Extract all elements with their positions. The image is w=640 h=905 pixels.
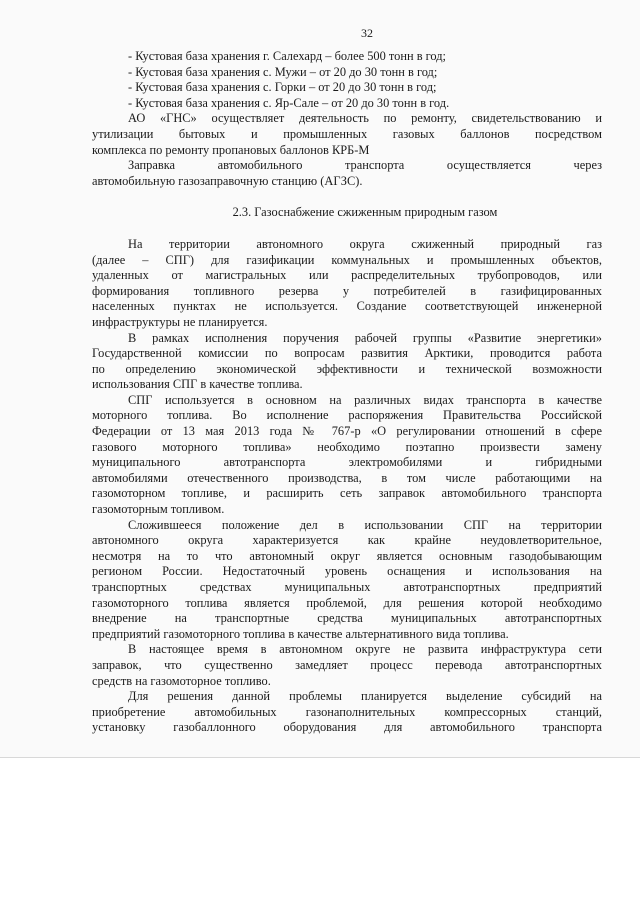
text-line: формирования топливного резерва у потребителей в газифицированных xyxy=(92,283,602,298)
section-heading: 2.3. Газоснабжение сжиженным природным газом xyxy=(232,205,498,220)
text-line: В рамках исполнения поручения рабочей группы «Развитие энергетики» xyxy=(128,330,602,345)
bullet-item: - Кустовая база хранения г. Салехард – более 500 тонн в год; xyxy=(128,49,446,63)
text-line: СПГ используется в основном на различных видах транспорта в качестве xyxy=(128,392,602,407)
text-line: приобретение автомобильных газонаполнительных компрессорных станций, xyxy=(92,704,602,719)
text-line: АО «ГНС» осуществляет деятельность по ремонту, свидетельствованию и xyxy=(128,111,602,126)
text-line: удаленных от магистральных или распределительных трубопроводов, или xyxy=(92,268,602,283)
bullet-item: - Кустовая база хранения с. Горки – от 20 до 30 тонн в год; xyxy=(128,80,437,95)
blank-area xyxy=(0,758,640,905)
text-line: несмотря на то что автономный округ является основным газодобывающим xyxy=(92,548,602,563)
text-line: предприятий газомоторного топлива в качестве альтернативного вида топлива. xyxy=(92,626,509,641)
text-line: (далее – СПГ) для газификации коммунальных и промышленных объектов, xyxy=(92,252,602,267)
text-line: установку газобаллонного оборудования для автомобильного транспорта xyxy=(92,720,602,735)
page-number: 32 xyxy=(361,26,373,40)
text-line: газомоторного топлива является проблемой, для решения которой необходимо xyxy=(92,595,602,610)
text-line: утилизации бытовых и промышленных газовых баллонов посредством xyxy=(92,126,602,141)
text-line: автомобильную газозаправочную станцию (АГЗС). xyxy=(92,173,363,188)
text-line: На территории автономного округа сжиженный природный газ xyxy=(128,236,602,251)
text-line: регионом России. Недостаточный уровень оснащения и использования на xyxy=(92,564,602,579)
text-line: населенных пунктах не используется. Создание соответствующей инженерной xyxy=(92,299,602,314)
bullet-item: - Кустовая база хранения с. Мужи – от 20 до 30 тонн в год; xyxy=(128,64,438,79)
text-line: внедрение на транспортные средства муниципальных автотранспортных xyxy=(92,611,602,626)
text-line: автомобилями отечественного производства, в том числе работающими на xyxy=(92,470,602,485)
text-line: транспортных средствах муниципальных автотранспортных предприятий xyxy=(92,580,602,594)
text-line: по определению экономической эффективности и технической возможности xyxy=(92,361,602,376)
text-line: средств на газомоторное топливо. xyxy=(92,673,271,688)
text-line: газомоторном топливе, и расширить сеть заправок автомобильного транспорта xyxy=(92,486,602,501)
text-line: комплекса по ремонту пропановых баллонов КРБ-М xyxy=(92,142,370,157)
text-line: Заправка автомобильного транспорта осуществляется через xyxy=(128,158,602,173)
text-line: Для решения данной проблемы планируется выделение субсидий на xyxy=(128,689,602,704)
text-line: В настоящее время в автономном округе не развита инфраструктура сети xyxy=(128,642,602,657)
text-line: Федерации от 13 мая 2013 года № 767-р «О регулировании отношений в сфере xyxy=(92,424,602,439)
text-line: муниципального автотранспорта электромобилями и гибридными xyxy=(92,455,602,470)
text-line: инфраструктуры не планируется. xyxy=(92,314,268,329)
text-line: газомоторным топливом. xyxy=(92,502,225,517)
text-line: заправок, что существенно замедляет процесс перевода автотранспортных xyxy=(92,657,602,672)
text-line: Государственной комиссии по вопросам развития Арктики, проводится работа xyxy=(92,346,602,361)
text-line: использования СПГ в качестве топлива. xyxy=(92,377,303,392)
text-line: моторного топлива. Во исполнение распоряжения Правительства Российской xyxy=(92,408,602,423)
document-body xyxy=(92,49,602,736)
text-line: автономного округа характеризуется как крайне неудовлетворительное, xyxy=(92,533,602,548)
text-line: газового моторного топлива» необходимо поэтапно произвести замену xyxy=(92,439,602,454)
bullet-item: - Кустовая база хранения с. Яр-Сале – от 20 до 30 тонн в год. xyxy=(128,95,450,110)
text-line: Сложившееся положение дел в использовании СПГ на территории xyxy=(128,517,602,532)
